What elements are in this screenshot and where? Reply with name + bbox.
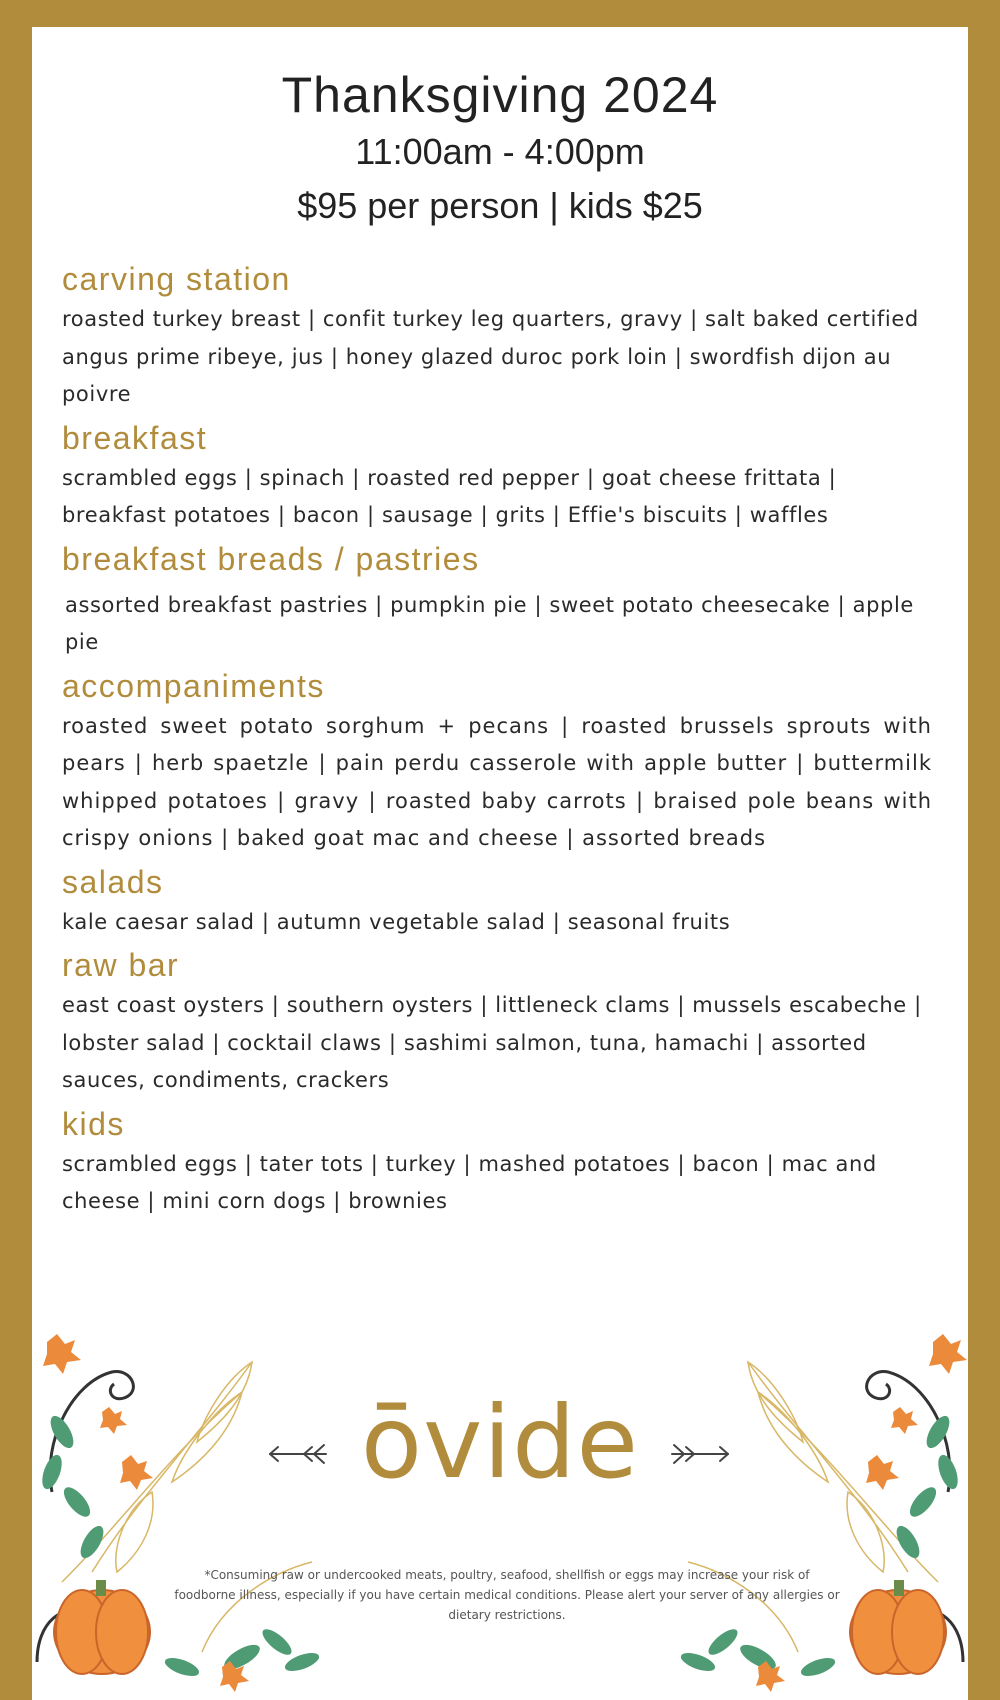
section-items: roasted turkey breast | confit turkey leg quarters, gravy | salt baked certified angus prime ribeye, jus | honey glazed duroc pork loin | swordfish dijon au poivre <box>62 307 919 406</box>
menu-sections <box>62 259 932 1225</box>
section-raw-bar <box>62 945 932 1100</box>
section-breakfast-breads <box>62 539 932 662</box>
section-accompaniments <box>62 666 932 858</box>
section-title: breakfast <box>62 419 208 456</box>
ovide-logo <box>350 1383 650 1503</box>
arrow-ornament-right-icon <box>668 1439 730 1469</box>
menu-page <box>32 27 968 1700</box>
section-items: scrambled eggs | spinach | roasted red pepper | goat cheese frittata | breakfast potatoes | bacon | sausage | grits | Effie's biscuits | waffles <box>62 465 837 527</box>
section-title: salads <box>62 863 164 900</box>
floral-decoration-right-icon <box>638 1322 968 1700</box>
section-title: raw bar <box>62 947 180 983</box>
section-title: carving station <box>62 261 291 297</box>
section-items: assorted breakfast pastries | pumpkin pie | sweet potato cheesecake | apple pie <box>65 592 914 654</box>
section-items: kale caesar salad | autumn vegetable salad | seasonal fruits <box>62 909 731 934</box>
section-title: breakfast breads / pastries <box>62 540 480 577</box>
logo-text: ōvide <box>360 1384 640 1501</box>
section-breakfast <box>62 418 932 535</box>
section-items: scrambled eggs | tater tots | turkey | mashed potatoes | bacon | mac and cheese | mini corn dogs | brownies <box>62 1151 877 1213</box>
section-title: accompaniments <box>62 667 325 704</box>
allergy-disclaimer: *Consuming raw or undercooked meats, poultry, seafood, shellfish or eggs may increase your risk of foodborne illness, especially if you have certain medical conditions. Please alert your server of any allergies or dietary restrictions. <box>174 1568 840 1622</box>
section-kids <box>62 1104 932 1221</box>
section-items: roasted sweet potato sorghum + pecans | roasted brussels sprouts with pears | herb spaetzle | pain perdu casserole with apple butter | buttermilk whipped potatoes | gravy | roasted baby carrots | braised pole beans with crispy onions | baked goat mac and cheese | assorted breads <box>62 713 932 850</box>
section-carving-station <box>62 259 932 414</box>
menu-price: $95 per person | kids $25 <box>297 185 703 226</box>
menu-hours: 11:00am - 4:00pm <box>355 131 645 172</box>
menu-title: Thanksgiving 2024 <box>281 67 719 123</box>
section-title: kids <box>62 1105 125 1142</box>
section-items: east coast oysters | southern oysters | littleneck clams | mussels escabeche | lobster salad | cocktail claws | sashimi salmon, tuna, hamachi | assorted sauces, condiments, crackers <box>62 993 922 1092</box>
menu-header <box>32 65 968 233</box>
floral-decoration-left-icon <box>32 1322 362 1700</box>
section-salads <box>62 862 932 942</box>
arrow-ornament-left-icon <box>268 1439 330 1469</box>
